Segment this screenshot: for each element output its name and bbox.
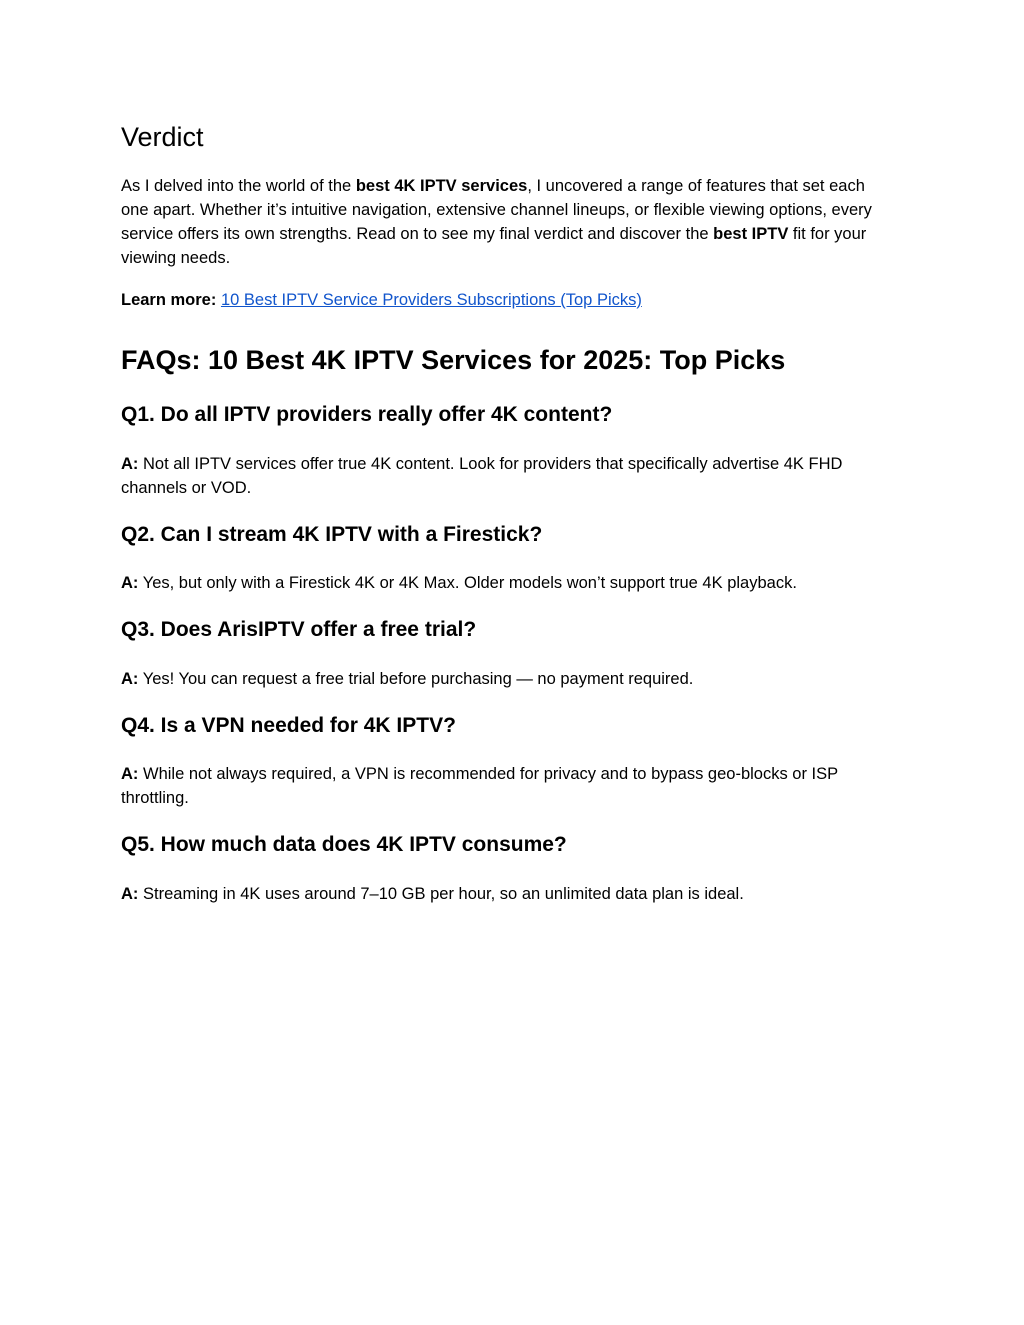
learn-more-link[interactable]: 10 Best IPTV Service Providers Subscriptions (Top Picks) xyxy=(220,291,642,309)
faq-answer-2 xyxy=(121,571,896,595)
faq-answer-text-4: While not always required, a VPN is recommended for privacy and to bypass geo-blocks or ISP throttling. xyxy=(121,765,838,807)
faq-question-5: Q5. How much data does 4K IPTV consume? xyxy=(121,833,567,856)
answer-prefix: A: xyxy=(121,670,139,688)
faq-question-1: Q1. Do all IPTV providers really offer 4K content? xyxy=(121,403,613,426)
answer-prefix: A: xyxy=(121,765,139,783)
learn-more-label: Learn more: xyxy=(121,291,217,309)
faq-answer-5 xyxy=(121,882,896,906)
faqs-heading: FAQs: 10 Best 4K IPTV Services for 2025: Top Picks xyxy=(121,345,786,375)
verdict-heading: Verdict xyxy=(121,122,204,152)
answer-prefix: A: xyxy=(121,574,139,592)
verdict-intro-text-3: fit for your viewing needs. xyxy=(121,225,867,267)
verdict-intro-bold-1: best 4K IPTV services xyxy=(355,177,528,195)
faq-question-3: Q3. Does ArisIPTV offer a free trial? xyxy=(121,618,477,641)
verdict-intro-text-1: As I delved into the world of the xyxy=(121,177,356,195)
faq-question-4: Q4. Is a VPN needed for 4K IPTV? xyxy=(121,714,456,737)
verdict-intro-bold-2: best IPTV xyxy=(713,225,789,243)
faq-answer-text-3: Yes! You can request a free trial before purchasing — no payment required. xyxy=(138,670,694,688)
faq-answer-text-1: Not all IPTV services offer true 4K content. Look for providers that specifically advertise 4K FHD channels or VOD. xyxy=(121,455,843,497)
faq-answer-3 xyxy=(121,667,896,691)
faq-question-2: Q2. Can I stream 4K IPTV with a Firestick? xyxy=(121,523,543,546)
learn-more-paragraph xyxy=(121,288,896,312)
faq-answer-text-5: Streaming in 4K uses around 7–10 GB per hour, so an unlimited data plan is ideal. xyxy=(138,885,744,903)
answer-prefix: A: xyxy=(121,885,139,903)
verdict-intro-text-2: , I uncovered a range of features that set each one apart. Whether it’s intuitive navigation, extensive channel lineups, or flexible viewing options, every service offers its own strengths. Read on to see my final verdict and discover the xyxy=(121,177,872,243)
faq-answer-1 xyxy=(121,452,896,500)
verdict-intro-paragraph xyxy=(121,174,896,270)
answer-prefix: A: xyxy=(121,455,139,473)
faq-answer-text-2: Yes, but only with a Firestick 4K or 4K Max. Older models won’t support true 4K playback. xyxy=(138,574,797,592)
faq-answer-4 xyxy=(121,762,896,810)
